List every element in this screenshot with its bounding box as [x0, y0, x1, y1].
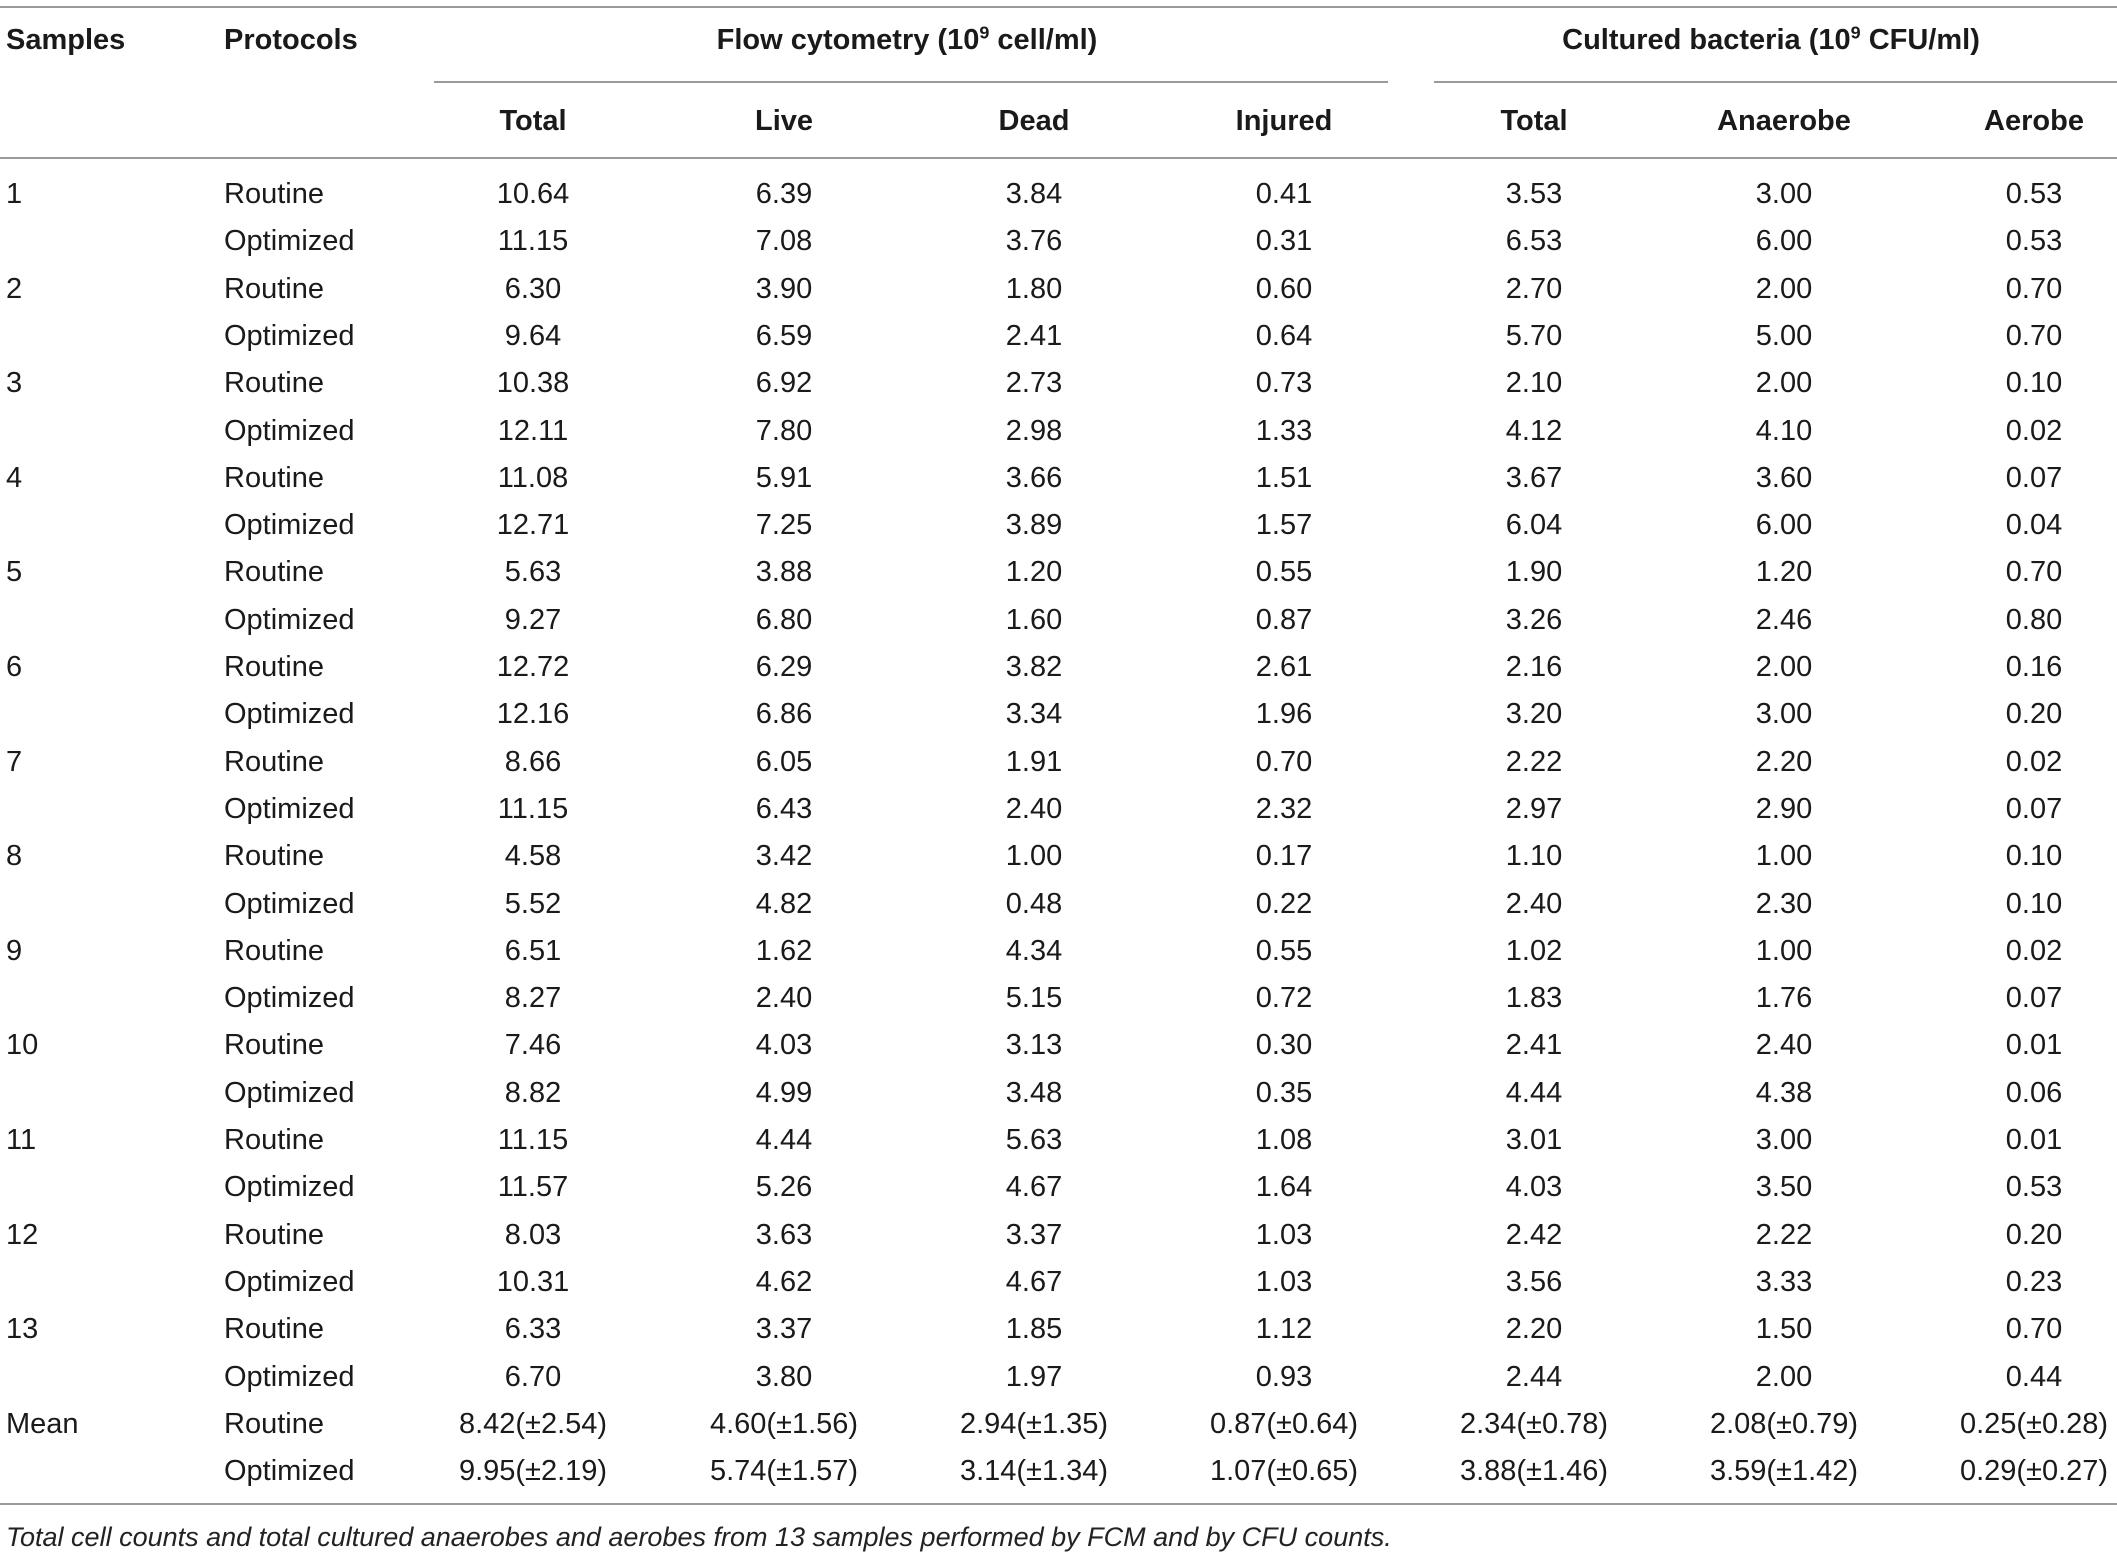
table-cell: 12.71	[496, 509, 570, 541]
column-header: Total	[499, 105, 567, 137]
row-sample-label: 9	[6, 935, 23, 967]
row-protocol-label: Optimized	[224, 1266, 355, 1298]
row-protocol-label: Routine	[224, 1219, 324, 1251]
row-protocol-label: Routine	[224, 1313, 324, 1345]
table-cell: 4.44	[755, 1124, 813, 1156]
table-cell: 3.48	[1005, 1077, 1063, 1109]
table-cell: 0.25(±0.28)	[1959, 1408, 2109, 1440]
row-protocol-label: Routine	[224, 651, 324, 683]
table-cell: 3.34	[1005, 698, 1063, 730]
table-cell: 0.60	[1255, 273, 1313, 305]
table-cell: 5.15	[1005, 982, 1063, 1014]
table-cell: 1.03	[1255, 1219, 1313, 1251]
table-cell: 5.26	[755, 1171, 813, 1203]
table-cell: 5.74(±1.57)	[709, 1455, 859, 1487]
table-cell: 1.07(±0.65)	[1209, 1455, 1359, 1487]
table-cell: 0.16	[2005, 651, 2063, 683]
table-cell: 4.38	[1755, 1077, 1813, 1109]
table-cell: 0.53	[2005, 225, 2063, 257]
table-cell: 10.31	[496, 1266, 570, 1298]
table-cell: 0.01	[2005, 1124, 2063, 1156]
top-rule	[0, 6, 2117, 8]
table-cell: 6.70	[504, 1361, 562, 1393]
table-cell: 0.31	[1255, 225, 1313, 257]
table-cell: 1.03	[1255, 1266, 1313, 1298]
table-cell: 6.33	[504, 1313, 562, 1345]
table-cell: 0.73	[1255, 367, 1313, 399]
table-cell: 3.37	[755, 1313, 813, 1345]
table-cell: 1.60	[1005, 604, 1063, 636]
column-header: Anaerobe	[1717, 105, 1851, 137]
table-cell: 3.56	[1505, 1266, 1563, 1298]
table-cell: 3.01	[1505, 1124, 1563, 1156]
table-cell: 0.02	[2005, 415, 2063, 447]
table-cell: 2.44	[1505, 1361, 1563, 1393]
row-protocol-label: Routine	[224, 367, 324, 399]
table-cell: 3.50	[1755, 1171, 1813, 1203]
row-sample-label: 1	[6, 178, 23, 210]
table-cell: 1.20	[1005, 556, 1063, 588]
table-cell: 1.90	[1505, 556, 1563, 588]
column-header: Total	[1500, 105, 1568, 137]
table-cell: 0.23	[2005, 1266, 2063, 1298]
table-cell: 2.40	[1755, 1029, 1813, 1061]
table-cell: 0.20	[2005, 1219, 2063, 1251]
table-cell: 1.97	[1005, 1361, 1063, 1393]
row-protocol-label: Routine	[224, 840, 324, 872]
table-cell: 3.59(±1.42)	[1709, 1455, 1859, 1487]
table-cell: 2.34(±0.78)	[1459, 1408, 1609, 1440]
table-cell: 0.55	[1255, 556, 1313, 588]
table-cell: 0.93	[1255, 1361, 1313, 1393]
table-cell: 1.80	[1005, 273, 1063, 305]
table-cell: 1.00	[1755, 935, 1813, 967]
table-cell: 0.35	[1255, 1077, 1313, 1109]
table-cell: 1.08	[1255, 1124, 1313, 1156]
table-cell: 3.76	[1005, 225, 1063, 257]
table-cell: 1.33	[1255, 415, 1313, 447]
table-cell: 0.70	[2005, 1313, 2063, 1345]
table-cell: 4.34	[1005, 935, 1063, 967]
row-protocol-label: Optimized	[224, 225, 355, 257]
table-caption: Total cell counts and total cultured anaerobes and aerobes from 13 samples performed by FCM and by CFU counts.	[6, 1522, 1392, 1552]
row-sample-label: 7	[6, 746, 23, 778]
table-cell: 0.30	[1255, 1029, 1313, 1061]
row-protocol-label: Optimized	[224, 1171, 355, 1203]
table-cell: 0.10	[2005, 888, 2063, 920]
table-cell: 0.07	[2005, 793, 2063, 825]
column-header: Injured	[1235, 105, 1333, 137]
table-cell: 0.17	[1255, 840, 1313, 872]
table-cell: 1.76	[1755, 982, 1813, 1014]
row-sample-label: 13	[6, 1313, 39, 1345]
row-protocol-label: Optimized	[224, 1455, 355, 1487]
table-cell: 10.38	[496, 367, 570, 399]
table-cell: 0.02	[2005, 935, 2063, 967]
row-sample-label: 3	[6, 367, 23, 399]
row-protocol-label: Routine	[224, 556, 324, 588]
table-cell: 0.70	[2005, 556, 2063, 588]
table-cell: 2.70	[1505, 273, 1563, 305]
column-header: Aerobe	[1984, 105, 2084, 137]
table-cell: 2.16	[1505, 651, 1563, 683]
header-cultured-bacteria-group: Cultured bacteria ($10^9$ CFU/ml)	[1562, 22, 1980, 56]
table-cell: 2.00	[1755, 367, 1813, 399]
table-cell: 2.00	[1755, 1361, 1813, 1393]
table-cell: 3.00	[1755, 178, 1813, 210]
table-cell: 2.61	[1255, 651, 1313, 683]
table-cell: 1.00	[1755, 840, 1813, 872]
table-cell: 6.43	[755, 793, 813, 825]
table-cell: 0.04	[2005, 509, 2063, 541]
flow-cytometry-group-rule	[434, 81, 1388, 83]
table-cell: 9.27	[504, 604, 562, 636]
table-cell: 3.00	[1755, 1124, 1813, 1156]
table-cell: 0.06	[2005, 1077, 2063, 1109]
table-cell: 12.72	[496, 651, 570, 683]
table-cell: 4.12	[1505, 415, 1563, 447]
table-cell: 3.60	[1755, 462, 1813, 494]
table-cell: 0.53	[2005, 178, 2063, 210]
column-header: Live	[754, 105, 814, 137]
row-sample-label: 6	[6, 651, 23, 683]
table-cell: 6.51	[504, 935, 562, 967]
row-protocol-label: Optimized	[224, 509, 355, 541]
table-cell: 4.58	[504, 840, 562, 872]
row-sample-label: Mean	[6, 1408, 79, 1440]
table-cell: 6.05	[755, 746, 813, 778]
table-cell: 4.10	[1755, 415, 1813, 447]
table-cell: 0.55	[1255, 935, 1313, 967]
table-cell: 11.15	[497, 225, 569, 257]
table-cell: 2.32	[1255, 793, 1313, 825]
table-cell: 8.82	[504, 1077, 562, 1109]
table-cell: 2.00	[1755, 651, 1813, 683]
table-cell: 11.57	[497, 1171, 569, 1203]
table-cell: 6.80	[755, 604, 813, 636]
table-cell: 4.67	[1005, 1171, 1063, 1203]
table-cell: 0.10	[2005, 840, 2063, 872]
table-cell: 4.60(±1.56)	[709, 1408, 859, 1440]
table-cell: 4.82	[755, 888, 813, 920]
table-cell: 1.83	[1505, 982, 1563, 1014]
table-cell: 2.42	[1505, 1219, 1563, 1251]
table-cell: 7.08	[755, 225, 813, 257]
table-cell: 5.63	[504, 556, 562, 588]
table-cell: 0.02	[2005, 746, 2063, 778]
table-cell: 2.40	[755, 982, 813, 1014]
row-sample-label: 12	[6, 1219, 39, 1251]
table-cell: 2.40	[1005, 793, 1063, 825]
row-sample-label: 2	[6, 273, 23, 305]
table-cell: 6.39	[755, 178, 813, 210]
table-cell: 1.50	[1755, 1313, 1813, 1345]
table-cell: 0.44	[2005, 1361, 2063, 1393]
row-protocol-label: Optimized	[224, 793, 355, 825]
table-cell: 3.13	[1005, 1029, 1063, 1061]
row-protocol-label: Optimized	[224, 604, 355, 636]
row-protocol-label: Routine	[224, 935, 324, 967]
table-cell: 3.67	[1505, 462, 1563, 494]
table-cell: 11.15	[497, 1124, 569, 1156]
header-flow-cytometry-group: Flow cytometry ($10^9$ cell/ml)	[716, 22, 1098, 56]
table-cell: 3.26	[1505, 604, 1563, 636]
table-cell: 6.86	[755, 698, 813, 730]
table-cell: 6.92	[755, 367, 813, 399]
table-cell: 3.88	[755, 556, 813, 588]
table-cell: 3.14(±1.34)	[959, 1455, 1109, 1487]
table-cell: 5.70	[1505, 320, 1563, 352]
table-cell: 2.40	[1505, 888, 1563, 920]
row-protocol-label: Routine	[224, 746, 324, 778]
table-cell: 2.00	[1755, 273, 1813, 305]
row-protocol-label: Routine	[224, 178, 324, 210]
table-cell: 2.08(±0.79)	[1709, 1408, 1859, 1440]
header-samples: Samples	[6, 24, 126, 56]
row-protocol-label: Optimized	[224, 415, 355, 447]
table-cell: 0.41	[1255, 178, 1313, 210]
table-cell: 3.53	[1505, 178, 1563, 210]
table-cell: 8.03	[504, 1219, 562, 1251]
table-cell: 8.66	[504, 746, 562, 778]
table-cell: 2.20	[1755, 746, 1813, 778]
table-cell: 3.80	[755, 1361, 813, 1393]
table-cell: 7.25	[755, 509, 813, 541]
table-cell: 4.44	[1505, 1077, 1563, 1109]
table-cell: 3.89	[1005, 509, 1063, 541]
header-protocols: Protocols	[224, 24, 358, 56]
table-cell: 0.64	[1255, 320, 1313, 352]
row-sample-label: 8	[6, 840, 23, 872]
table-cell: 0.53	[2005, 1171, 2063, 1203]
table-cell: 8.42(±2.54)	[458, 1408, 608, 1440]
table-cell: 12.11	[497, 415, 569, 447]
row-protocol-label: Routine	[224, 1029, 324, 1061]
row-protocol-label: Optimized	[224, 698, 355, 730]
table-cell: 5.00	[1755, 320, 1813, 352]
table-cell: 2.41	[1005, 320, 1063, 352]
table-cell: 2.20	[1505, 1313, 1563, 1345]
table-cell: 2.30	[1755, 888, 1813, 920]
table-cell: 7.46	[504, 1029, 562, 1061]
table-cell: 0.22	[1255, 888, 1313, 920]
table-cell: 4.99	[755, 1077, 813, 1109]
table-cell: 0.70	[1255, 746, 1313, 778]
table-cell: 3.20	[1505, 698, 1563, 730]
table-cell: 9.95(±2.19)	[458, 1455, 608, 1487]
table-cell: 3.00	[1755, 698, 1813, 730]
table-cell: 1.12	[1255, 1313, 1313, 1345]
table-cell: 0.07	[2005, 462, 2063, 494]
table-cell: 6.30	[504, 273, 562, 305]
table-cell: 2.73	[1005, 367, 1063, 399]
table-cell: 1.64	[1255, 1171, 1313, 1203]
table-cell: 0.07	[2005, 982, 2063, 1014]
table-cell: 10.64	[496, 178, 570, 210]
table-cell: 0.20	[2005, 698, 2063, 730]
table-cell: 2.97	[1505, 793, 1563, 825]
table-cell: 7.80	[755, 415, 813, 447]
row-sample-label: 10	[6, 1029, 39, 1061]
table-cell: 6.53	[1505, 225, 1563, 257]
header-rule	[0, 157, 2117, 159]
table-cell: 6.04	[1505, 509, 1563, 541]
table-cell: 0.87	[1255, 604, 1313, 636]
table-cell: 0.01	[2005, 1029, 2063, 1061]
table-cell: 2.90	[1755, 793, 1813, 825]
table-cell: 3.63	[755, 1219, 813, 1251]
table-cell: 1.02	[1505, 935, 1563, 967]
table-cell: 0.29(±0.27)	[1959, 1455, 2109, 1487]
table-cell: 2.22	[1755, 1219, 1813, 1251]
table-cell: 5.52	[504, 888, 562, 920]
table-cell: 3.88(±1.46)	[1459, 1455, 1609, 1487]
table-cell: 0.72	[1255, 982, 1313, 1014]
table-cell: 2.10	[1505, 367, 1563, 399]
table-cell: 11.15	[497, 793, 569, 825]
row-protocol-label: Routine	[224, 1124, 324, 1156]
table-cell: 1.20	[1755, 556, 1813, 588]
table-cell: 12.16	[496, 698, 570, 730]
table-cell: 1.91	[1005, 746, 1063, 778]
table-cell: 3.42	[755, 840, 813, 872]
table-cell: 6.29	[755, 651, 813, 683]
table-cell: 2.98	[1005, 415, 1063, 447]
row-protocol-label: Routine	[224, 462, 324, 494]
cultured-bacteria-group-rule	[1434, 81, 2117, 83]
table-cell: 2.46	[1755, 604, 1813, 636]
table-cell: 0.87(±0.64)	[1209, 1408, 1359, 1440]
table-cell: 9.64	[504, 320, 562, 352]
table-cell: 1.51	[1255, 462, 1313, 494]
table-cell: 4.67	[1005, 1266, 1063, 1298]
row-sample-label: 11	[6, 1124, 37, 1156]
table-cell: 1.00	[1005, 840, 1063, 872]
row-protocol-label: Optimized	[224, 320, 355, 352]
table-cell: 2.41	[1505, 1029, 1563, 1061]
table-cell: 3.84	[1005, 178, 1063, 210]
row-protocol-label: Optimized	[224, 1361, 355, 1393]
table-cell: 0.10	[2005, 367, 2063, 399]
table-cell: 3.37	[1005, 1219, 1063, 1251]
table-cell: 3.33	[1755, 1266, 1813, 1298]
row-protocol-label: Optimized	[224, 888, 355, 920]
table-cell: 5.91	[755, 462, 813, 494]
bottom-rule	[0, 1503, 2117, 1505]
row-protocol-label: Routine	[224, 273, 324, 305]
table-cell: 2.94(±1.35)	[959, 1408, 1109, 1440]
table-cell: 6.00	[1755, 509, 1813, 541]
table-cell: 1.62	[755, 935, 813, 967]
table-cell: 1.96	[1255, 698, 1313, 730]
row-protocol-label: Optimized	[224, 982, 355, 1014]
table-cell: 4.62	[755, 1266, 813, 1298]
table-cell: 0.48	[1005, 888, 1063, 920]
row-sample-label: 5	[6, 556, 23, 588]
row-protocol-label: Routine	[224, 1408, 324, 1440]
table-cell: 0.70	[2005, 320, 2063, 352]
table-cell: 6.00	[1755, 225, 1813, 257]
table-cell: 1.85	[1005, 1313, 1063, 1345]
table-cell: 0.70	[2005, 273, 2063, 305]
table-cell: 11.08	[497, 462, 569, 494]
table-cell: 8.27	[504, 982, 562, 1014]
column-header: Dead	[998, 105, 1070, 137]
table-cell: 1.10	[1505, 840, 1563, 872]
table-cell: 6.59	[755, 320, 813, 352]
table-cell: 3.82	[1005, 651, 1063, 683]
table-cell: 3.90	[755, 273, 813, 305]
row-protocol-label: Optimized	[224, 1077, 355, 1109]
table-cell: 4.03	[755, 1029, 813, 1061]
table-cell: 1.57	[1255, 509, 1313, 541]
table-cell: 3.66	[1005, 462, 1063, 494]
table-cell: 5.63	[1005, 1124, 1063, 1156]
table-cell: 4.03	[1505, 1171, 1563, 1203]
table-cell: 0.80	[2005, 604, 2063, 636]
row-sample-label: 4	[6, 462, 23, 494]
table-cell: 2.22	[1505, 746, 1563, 778]
